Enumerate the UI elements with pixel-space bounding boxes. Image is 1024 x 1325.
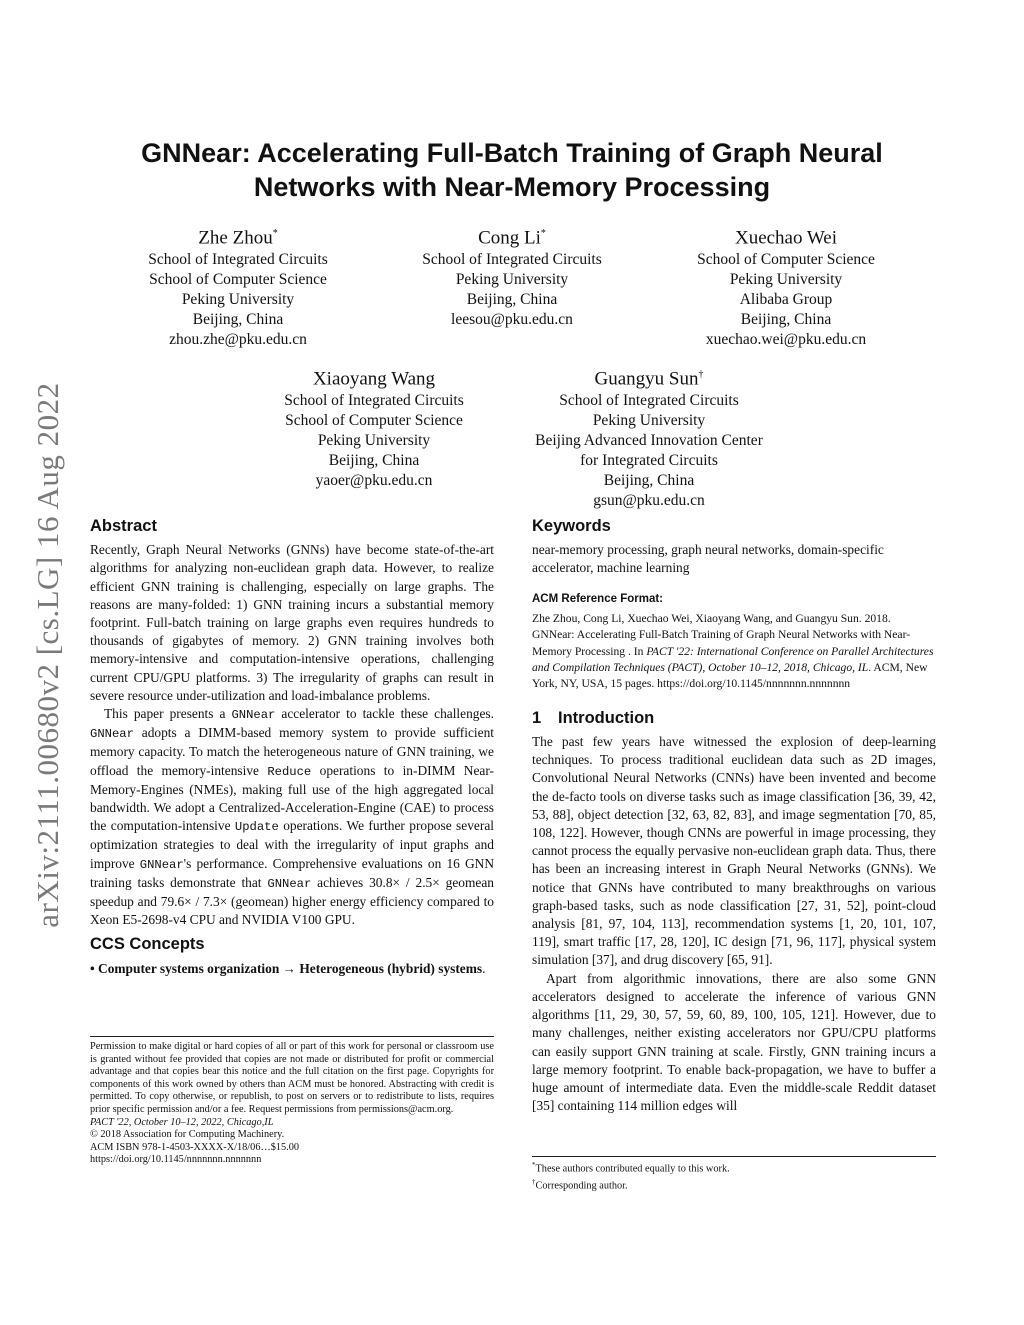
author-email: gsun@pku.edu.cn xyxy=(593,492,705,510)
author-block-cong-li xyxy=(412,222,612,330)
abstract-heading: Abstract xyxy=(90,517,157,535)
arxiv-identifier: arXiv:2111.00680v2 [cs.LG] 16 Aug 2022 xyxy=(30,382,65,928)
affiliation-line: School of Integrated Circuits xyxy=(422,251,602,269)
affiliation-line: Alibaba Group xyxy=(739,291,833,309)
permission-block xyxy=(90,1036,494,1167)
author-name: Xiaoyang Wang xyxy=(312,368,436,390)
author-name: Cong Li* xyxy=(478,227,546,249)
acm-reference: Zhe Zhou, Cong Li, Xuechao Wei, Xiaoyang Wang, and Guangyu Sun. 2018. GNNear: Accelerating Full-Batch Training of Graph Neural Networks with Near-Memory Processing . In PACT '22: International Conference on Parallel Architectures and Compilation Techniques (PACT), October 10–12, 2018, Chicago, IL. ACM, New York, NY, USA, 15 pages. https://doi.org/10.1145/nnnnnnn.nnnnnnn xyxy=(532,611,934,691)
intro-paragraph-1: The past few years have witnessed the explosion of deep-learning techniques. To process traditional euclidean data such as 2D images, Convolutional Neural Networks (CNNs) have been invented and become the de-facto tools on diverse tasks such as image classification [36, 39, 42, 53, 88], object detection [32, 63, 82, 83], and image segmentation [70, 85, 108, 122]. However, though CNNs are powerful in image processing, they cannot process the equally pervasive non-euclidean graph data. Thus, there has been an increasing interest in Graph Neural Networks (GNNs). We notice that GNNs have contributed to many breakthroughs on various graph-based tasks, such as node classification [27, 31, 52], point-cloud analysis [81, 97, 104, 113], recommendation systems [1, 20, 101, 107, 119], smart traffic [17, 28, 120], IC design [71, 96, 117], physical system simulation [37], and drug discovery [65, 91]. xyxy=(532,734,936,968)
abstract-paragraph-1: Recently, Graph Neural Networks (GNNs) have become state-of-the-art algorithms for analyzing non-euclidean graph data. However, to realize efficient GNN training is challenging, especially on large graphs. The reasons are many-folded: 1) GNN training incurs a substantial memory footprint. Full-batch training on large graphs even requires hundreds to thousands of gigabytes of memory. 2) GNN training involves both memory-intensive and computation-intensive operations, challenging current CPU/GPU platforms. 3) The irregularity of graphs can result in severe resource under-utilization and load-imbalance problems. xyxy=(90,542,494,703)
conference-info: PACT '22, October 10–12, 2022, Chicago,IL xyxy=(90,1116,274,1128)
author-name: Guangyu Sun† xyxy=(594,368,704,390)
footnotes xyxy=(532,1156,936,1193)
affiliation-line: School of Computer Science xyxy=(285,412,463,430)
author-block-zhe-zhou xyxy=(138,222,338,350)
abstract-paragraph-2: This paper presents a GNNear accelerator to tackle these challenges. GNNear adopts a DIMM-based memory system to provide sufficient memory capacity. To match the heterogeneous nature of GNN training, we offload the memory-intensive Reduce operations to in-DIMM Near-Memory-Engines (NMEs), making full use of the high aggregated local bandwidth. We adopt a Centralized-Acceleration-Engine (CAE) to process the computation-intensive Update operations. We further propose several optimization strategies to deal with the irregularity of input graphs and improve GNNear's performance. Comprehensive evaluations on 16 GNN training tasks demonstrate that GNNear achieves 30.8× / 2.5× geomean speedup and 79.6× / 7.3× (geomean) higher energy efficiency compared to Xeon E5-2698-v4 CPU and NVIDIA V100 GPU. xyxy=(90,706,494,928)
author-name: Zhe Zhou* xyxy=(198,227,278,249)
introduction-heading: 1 Introduction xyxy=(532,708,655,727)
affiliation-line: Beijing, China xyxy=(192,311,284,329)
affiliation-line: School of Computer Science xyxy=(149,271,327,289)
affiliation-line: School of Computer Science xyxy=(697,251,875,269)
intro-paragraph-2: Apart from algorithmic innovations, there are also some GNN accelerators designed to accelerate the inference of various GNN algorithms [11, 29, 30, 57, 59, 60, 89, 100, 105, 121]. However, due to many challenges, neither existing accelerators nor GPU/CPU platforms can easily support GNN training at scale. Firstly, GNN training incurs a large memory footprint. To enable back-propagation, we have to buffer a huge amount of intermediate data. Even the middle-scale Reddit dataset [35] containing 114 million edges will xyxy=(532,970,936,1114)
author-block-xiaoyang-wang xyxy=(274,363,474,491)
author-block-guangyu-sun xyxy=(514,363,784,511)
affiliation-line: Peking University xyxy=(592,412,706,430)
footnote-corresponding: †Corresponding author. xyxy=(532,1177,628,1192)
author-email: zhou.zhe@pku.edu.cn xyxy=(169,331,307,349)
affiliation-line: Beijing, China xyxy=(328,452,420,470)
ccs-heading: CCS Concepts xyxy=(90,935,205,954)
right-column xyxy=(532,517,936,1115)
author-email: xuechao.wei@pku.edu.cn xyxy=(705,331,867,349)
footnote-equal-contribution: *These authors contributed equally to this work. xyxy=(532,1161,730,1175)
ccs-concept: • Computer systems organization → Heterogeneous (hybrid) systems. xyxy=(90,960,486,976)
acm-format-heading: ACM Reference Format: xyxy=(532,592,663,605)
affiliation-line: Beijing, China xyxy=(740,311,832,329)
affiliation-line: Beijing, China xyxy=(603,472,695,490)
affiliation-line: Beijing Advanced Innovation Center xyxy=(535,432,763,450)
affiliation-line: School of Integrated Circuits xyxy=(284,392,464,410)
title-line-2: Networks with Near-Memory Processing xyxy=(253,172,771,202)
title-line-1: GNNear: Accelerating Full-Batch Training of Graph Neural xyxy=(141,138,883,168)
paper-title xyxy=(100,136,924,204)
author-block-xuechao-wei xyxy=(686,222,886,350)
isbn-line: ACM ISBN 978-1-4503-XXXX-X/18/06…$15.00 xyxy=(90,1141,300,1153)
permission-text: Permission to make digital or hard copies of all or part of this work for personal or classroom use is granted without fee provided that copies are not made or distributed for profit or commercial advantage and that copies bear this notice and the full citation on the first page. Copyrights for components of this work owned by others than ACM must be honored. Abstracting with credit is permitted. To copy otherwise, or republish, to post on servers or to redistribute to lists, requires prior specific permission and/or a fee. Request permissions from permissions@acm.org. xyxy=(90,1041,494,1115)
keywords-text: near-memory processing, graph neural networks, domain-specific accelerator, machine learning xyxy=(532,542,884,576)
affiliation-line: Peking University xyxy=(181,291,295,309)
author-name: Xuechao Wei xyxy=(734,227,838,249)
copyright-line: © 2018 Association for Computing Machinery. xyxy=(90,1129,285,1141)
affiliation-line: Peking University xyxy=(455,271,569,289)
doi-line: https://doi.org/10.1145/nnnnnnn.nnnnnnn xyxy=(90,1154,262,1166)
author-email: leesou@pku.edu.cn xyxy=(451,311,573,329)
affiliation-line: Peking University xyxy=(729,271,843,289)
left-column xyxy=(90,517,494,978)
affiliation-line: School of Integrated Circuits xyxy=(559,392,739,410)
affiliation-line: School of Integrated Circuits xyxy=(148,251,328,269)
author-email: yaoer@pku.edu.cn xyxy=(315,472,433,490)
affiliation-line: for Integrated Circuits xyxy=(580,452,718,470)
keywords-heading: Keywords xyxy=(532,517,611,535)
affiliation-line: Beijing, China xyxy=(466,291,558,309)
affiliation-line: Peking University xyxy=(317,432,431,450)
